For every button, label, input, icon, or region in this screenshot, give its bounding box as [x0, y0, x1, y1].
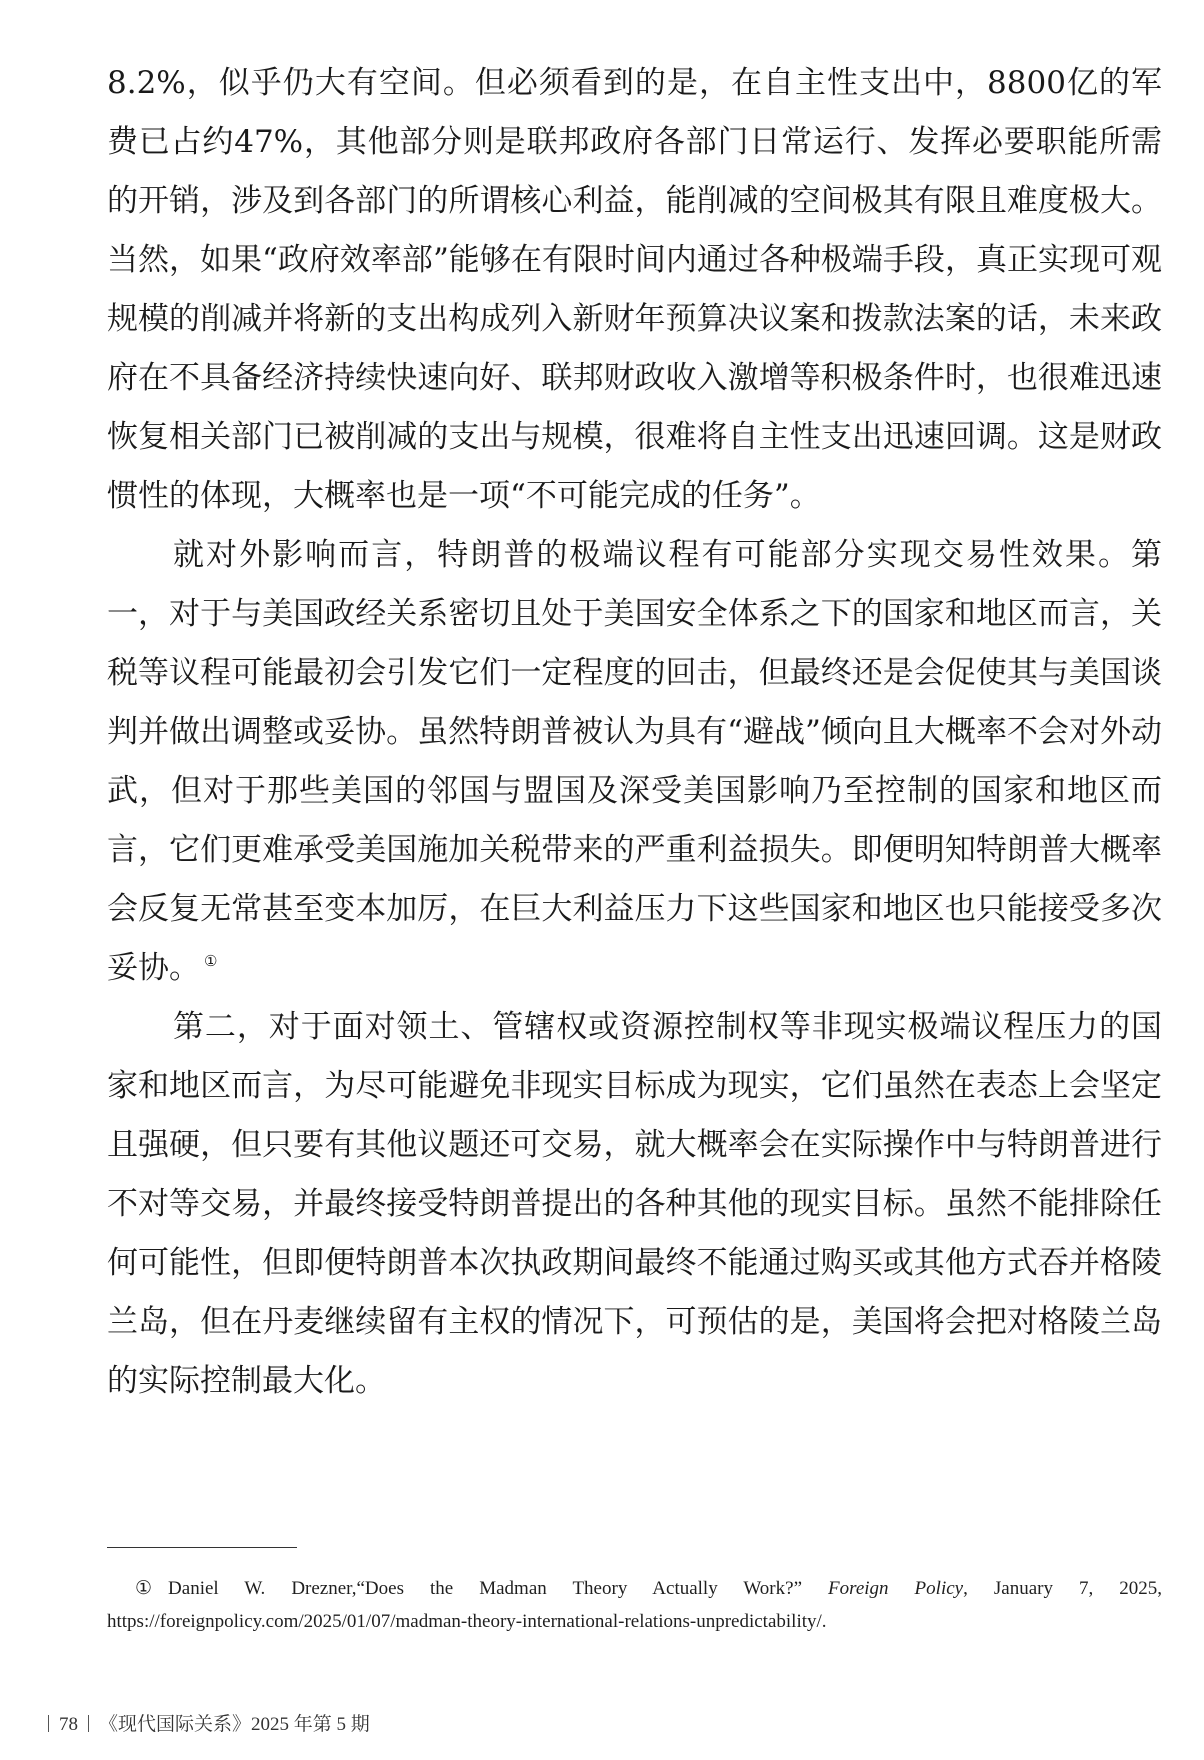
- footnote-reference[interactable]: ①: [204, 952, 218, 970]
- page-footer: [38, 1712, 370, 1738]
- footnote-number: ①: [135, 1578, 153, 1599]
- footnote: [107, 1572, 1162, 1638]
- article-body: [107, 54, 1162, 1411]
- footnote-journal: Foreign Policy: [828, 1578, 964, 1599]
- footnote-title: “Does the Madman Theory Actually Work?”: [356, 1578, 802, 1599]
- paragraph-2: [107, 526, 1162, 998]
- paragraph-2-text: 就对外影响而言，特朗普的极端议程有可能部分实现交易性效果。第一，对于与美国政经关系密切且处于美国安全体系之下的国家和地区而言，关税等议程可能最初会引发它们一定程度的回击，但最终还是会促使其与美国谈判并做出调整或妥协。虽然特朗普被认为具有“避战”倾向且大概率不会对外动武，但对于那些美国的邻国与盟国及深受美国影响乃至控制的国家和地区而言，它们更难承受美国施加关税带来的严重利益损失。即便明知特朗普大概率会反复无常甚至变本加厉，在巨大利益压力下这些国家和地区也只能接受多次妥协。: [107, 537, 1162, 986]
- footer-separator-right: [88, 1715, 89, 1732]
- paragraph-1: 8.2%，似乎仍大有空间。但必须看到的是，在自主性支出中，8800亿的军费已占约47%，其他部分则是联邦政府各部门日常运行、发挥必要职能所需的开销，涉及到各部门的所谓核心利益，能削减的空间极其有限且难度极大。当然，如果“政府效率部”能够在有限时间内通过各种极端手段，真正实现可观规模的削减并将新的支出构成列入新财年预算决议案和拨款法案的话，未来政府在不具备经济持续快速向好、联邦财政收入激增等积极条件时，也很难迅速恢复相关部门已被削减的支出与规模，很难将自主性支出迅速回调。这是财政惯性的体现，大概率也是一项“不可能完成的任务”。: [107, 65, 1162, 514]
- page-number: 78: [59, 1714, 78, 1735]
- footnote-divider: [107, 1547, 297, 1548]
- journal-issue: 《现代国际关系》2025 年第 5 期: [99, 1714, 370, 1735]
- footnote-date: , January 7, 2025,: [963, 1578, 1162, 1599]
- paragraph-3: 第二，对于面对领土、管辖权或资源控制权等非现实极端议程压力的国家和地区而言，为尽可能避免非现实目标成为现实，它们虽然在表态上会坚定且强硬，但只要有其他议题还可交易，就大概率会在实际操作中与特朗普进行不对等交易，并最终接受特朗普提出的各种其他的现实目标。虽然不能排除任何可能性，但即便特朗普本次执政期间最终不能通过购买或其他方式吞并格陵兰岛，但在丹麦继续留有主权的情况下，可预估的是，美国将会把对格陵兰岛的实际控制最大化。: [107, 1009, 1162, 1399]
- footnote-url[interactable]: https://foreignpolicy.com/2025/01/07/madman-theory-international-relations-unpredictability/.: [107, 1611, 827, 1632]
- footer-separator-left: [48, 1715, 49, 1732]
- footnote-author: Daniel W. Drezner,: [168, 1578, 357, 1599]
